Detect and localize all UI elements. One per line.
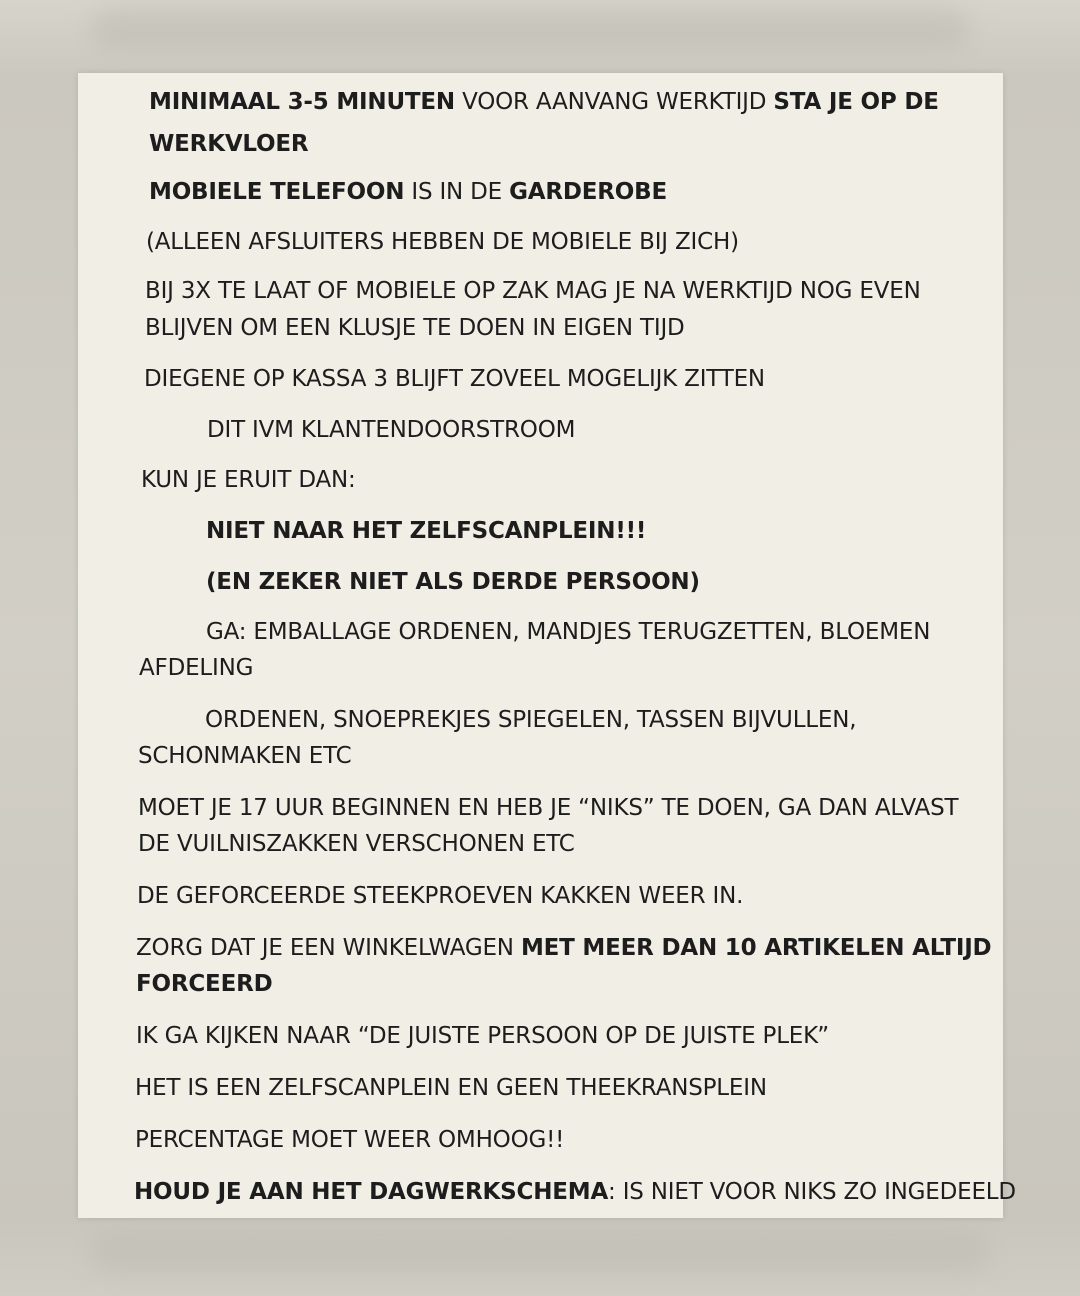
notice-line: [207, 412, 575, 448]
bold-text-segment: HOUD JE AAN HET DAGWERKSCHEMA: [134, 1179, 609, 1205]
notice-line: [136, 1018, 829, 1054]
notice-line: [135, 1122, 564, 1158]
text-segment: IS IN DE: [404, 179, 510, 205]
notice-line: [206, 564, 700, 600]
notice-line: [134, 1174, 1016, 1210]
bold-text-segment: WERKVLOER: [149, 131, 309, 157]
notice-line: [145, 273, 921, 309]
text-segment: DIT IVM KLANTENDOORSTROOM: [207, 417, 576, 443]
text-segment: GA: EMBALLAGE ORDENEN, MANDJES TERUGZETTEN, BLOEMEN: [206, 619, 931, 645]
notice-line: [206, 513, 646, 549]
bold-text-segment: NIET NAAR HET ZELFSCANPLEIN!!!: [206, 518, 647, 544]
notice-line: [136, 966, 272, 1002]
notice-line: [149, 174, 667, 210]
text-segment: BLIJVEN OM EEN KLUSJE TE DOEN IN EIGEN TIJD: [145, 315, 685, 341]
notice-line: [145, 310, 685, 346]
bold-text-segment: (EN ZEKER NIET ALS DERDE PERSOON): [206, 569, 700, 595]
text-segment: (ALLEEN AFSLUITERS HEBBEN DE MOBIELE BIJ ZICH): [146, 229, 739, 255]
text-segment: : IS NIET VOOR NIKS ZO INGEDEELD: [608, 1179, 1016, 1205]
notice-line: [139, 650, 253, 686]
notice-line: [141, 462, 356, 498]
notice-line: [144, 361, 765, 397]
text-segment: ZORG DAT JE EEN WINKELWAGEN: [136, 935, 521, 961]
text-segment: DE VUILNISZAKKEN VERSCHONEN ETC: [138, 831, 575, 857]
notice-line: [136, 930, 991, 966]
text-segment: SCHONMAKEN ETC: [138, 743, 352, 769]
notice-line: [149, 126, 308, 162]
text-segment: DE GEFORCEERDE STEEKPROEVEN KAKKEN WEER IN.: [137, 883, 744, 909]
text-segment: VOOR AANVANG WERKTIJD: [454, 89, 774, 115]
notice-line: [138, 790, 958, 826]
text-segment: MOET JE 17 UUR BEGINNEN EN HEB JE “NIKS” TE DOEN, GA DAN ALVAST: [138, 795, 959, 821]
notice-line: [138, 826, 575, 862]
text-segment: AFDELING: [139, 655, 254, 681]
text-segment: ORDENEN, SNOEPREKJES SPIEGELEN, TASSEN BIJVULLEN,: [205, 707, 857, 733]
bold-text-segment: FORCEERD: [136, 971, 273, 997]
text-segment: HET IS EEN ZELFSCANPLEIN EN GEEN THEEKRANSPLEIN: [135, 1075, 767, 1101]
notice-line: [205, 702, 856, 738]
notice-line: [135, 1070, 767, 1106]
blurred-background-bottom: [90, 1232, 990, 1272]
text-segment: DIEGENE OP KASSA 3 BLIJFT ZOVEEL MOGELIJK ZITTEN: [144, 366, 765, 392]
text-segment: IK GA KIJKEN NAAR “DE JUISTE PERSOON OP DE JUISTE PLEK”: [136, 1023, 830, 1049]
bold-text-segment: MET MEER DAN 10 ARTIKELEN ALTIJD: [520, 935, 992, 961]
text-segment: PERCENTAGE MOET WEER OMHOOG!!: [135, 1127, 565, 1153]
notice-line: [137, 878, 743, 914]
notice-line: [146, 224, 739, 260]
bold-text-segment: MOBIELE TELEFOON: [149, 179, 405, 205]
bold-text-segment: STA JE OP DE: [773, 89, 939, 115]
text-segment: KUN JE ERUIT DAN:: [141, 467, 356, 493]
notice-line: [149, 84, 939, 120]
text-segment: BIJ 3X TE LAAT OF MOBIELE OP ZAK MAG JE NA WERKTIJD NOG EVEN: [145, 278, 921, 304]
bold-text-segment: GARDEROBE: [509, 179, 668, 205]
notice-line: [206, 614, 930, 650]
bold-text-segment: MINIMAAL 3-5 MINUTEN: [149, 89, 455, 115]
notice-line: [138, 738, 351, 774]
blurred-background-top: [90, 10, 970, 50]
